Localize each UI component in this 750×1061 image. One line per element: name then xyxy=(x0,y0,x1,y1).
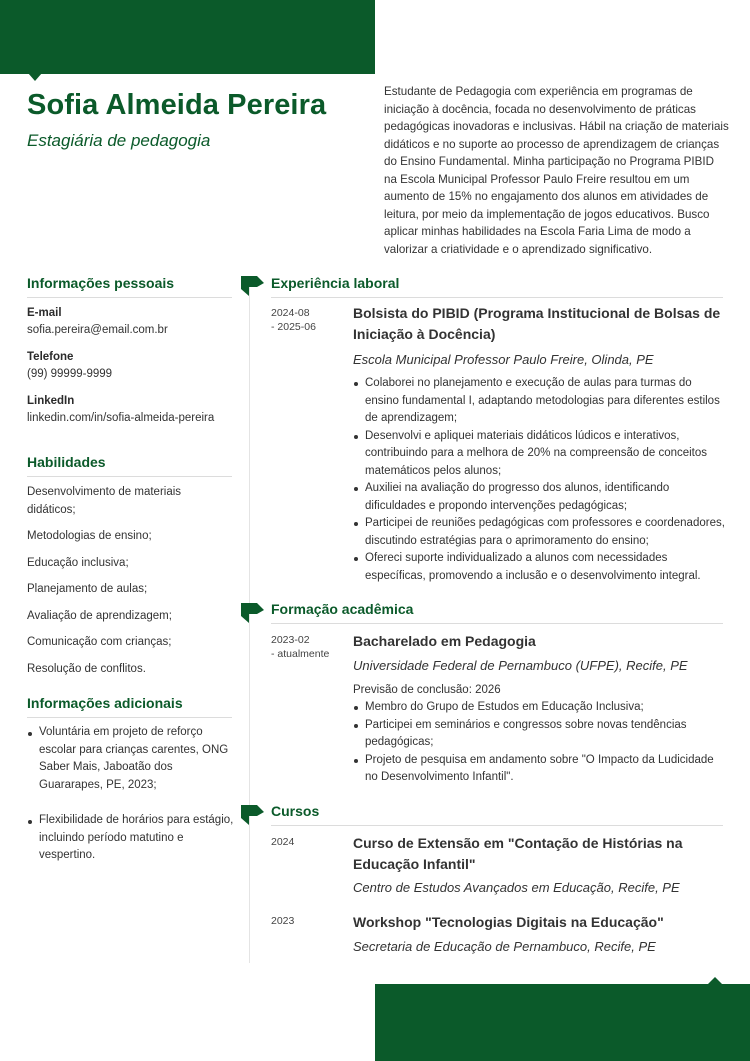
header-accent-bar xyxy=(0,0,375,74)
course-title: Curso de Extensão em "Contação de Histórias na Educação Infantil" xyxy=(353,835,683,872)
experience-bullets xyxy=(353,375,725,585)
list-item: Colaborei no planejamento e execução de aulas para turmas do ensino fundamental I, adaptando metodologias para diferentes estilos de aprendizagem; xyxy=(353,375,725,428)
education-degree: Bacharelado em Pedagogia xyxy=(353,633,536,649)
section-flag-icon xyxy=(241,603,264,623)
course-institution: Centro de Estudos Avançados em Educação, Recife, PE xyxy=(353,880,680,895)
linkedin-link[interactable]: linkedin.com/in/sofia-almeida-pereira xyxy=(27,412,215,424)
courses-heading: Cursos xyxy=(271,803,723,826)
education-institution: Universidade Federal de Pernambuco (UFPE), Recife, PE xyxy=(353,658,688,673)
additional-info-heading: Informações adicionais xyxy=(27,695,232,718)
list-item: Projeto de pesquisa em andamento sobre "O Impacto da Ludicidade no Desenvolvimento Infantil". xyxy=(353,752,725,787)
header-accent-notch xyxy=(28,73,42,81)
column-divider xyxy=(249,283,250,963)
additional-info-item: Flexibilidade de horários para estágio, incluindo período matutino e vespertino. xyxy=(39,814,234,861)
education-bullets xyxy=(353,699,725,787)
footer-accent-notch xyxy=(707,977,723,985)
phone-label: Telefone xyxy=(27,351,74,363)
experience-date-end: - 2025-06 xyxy=(271,321,316,333)
education-date-end: - atualmente xyxy=(271,648,330,660)
candidate-name: Sofia Almeida Pereira xyxy=(27,89,327,121)
list-item: Desenvolvi e apliquei materiais didáticos lúdicos e interativos, contribuindo para a melhora de 20% na compreensão de conceitos matemáticos pelos alunos; xyxy=(353,428,725,481)
email-label: E-mail xyxy=(27,307,62,319)
profile-summary: Estudante de Pedagogia com experiência em programas de iniciação à docência, focada no desenvolvimento de práticas pedagógicas inovadoras e inclusivas. Hábil na criação de materiais didáticos e no suporte ao processo de aprendizagem de crianças do Ensino Fundamental. Minha participação no Programa PIBID na Escola Municipal Professor Paulo Freire resultou em um aumento de 15% no engajamento dos alunos em atividades de leitura, por meio da implementação de jogos educativos. Busco aplicar minhas habilidades na Escola Faria Lima de modo a valorizar a criatividade e o aprendizado significativo. xyxy=(384,85,729,256)
skill-item: Resolução de conflitos. xyxy=(27,663,146,675)
additional-info-item: Voluntária em projeto de reforço escolar para crianças carentes, ONG Saber Mais, Jaboatão dos Guararapes, PE, 2023; xyxy=(39,726,229,791)
skill-item: Comunicação com crianças; xyxy=(27,636,172,648)
skill-item: Planejamento de aulas; xyxy=(27,583,148,595)
education-heading: Formação acadêmica xyxy=(271,601,723,624)
list-item: Participei de reuniões pedagógicas com professores e coordenadores, discutindo estratégias para o aprimoramento do ensino; xyxy=(353,515,725,550)
candidate-role: Estagiária de pedagogia xyxy=(27,131,211,150)
list-item: Ofereci suporte individualizado a alunos com necessidades específicas, promovendo a inclusão e o desenvolvimento integral. xyxy=(353,550,725,585)
list-item: Auxiliei na avaliação do progresso dos alunos, identificando dificuldades e propondo intervenções pedagógicas; xyxy=(353,480,725,515)
email-value[interactable]: sofia.pereira@email.com.br xyxy=(27,324,168,336)
section-flag-icon xyxy=(241,276,264,296)
experience-title: Bolsista do PIBID (Programa Institucional de Bolsas de Iniciação à Docência) xyxy=(353,305,721,342)
skill-item: Educação inclusiva; xyxy=(27,557,129,569)
skill-item: Desenvolvimento de materiais didáticos; xyxy=(27,486,182,516)
skills-heading: Habilidades xyxy=(27,454,232,477)
course-title: Workshop "Tecnologias Digitais na Educação" xyxy=(353,914,664,930)
course-institution: Secretaria de Educação de Pernambuco, Recife, PE xyxy=(353,939,656,954)
section-flag-icon xyxy=(241,805,264,825)
bullet-dot xyxy=(28,820,32,824)
phone-value: (99) 99999-9999 xyxy=(27,368,113,380)
education-date-start: 2023-02 xyxy=(271,634,310,646)
personal-info-heading: Informações pessoais xyxy=(27,275,232,298)
education-completion-note: Previsão de conclusão: 2026 xyxy=(353,684,501,696)
experience-organization: Escola Municipal Professor Paulo Freire, Olinda, PE xyxy=(353,352,654,367)
list-item: Membro do Grupo de Estudos em Educação Inclusiva; xyxy=(353,699,725,717)
bullet-dot xyxy=(28,732,32,736)
experience-date-start: 2024-08 xyxy=(271,307,310,319)
linkedin-label: LinkedIn xyxy=(27,395,75,407)
footer-accent-bar xyxy=(375,984,750,1061)
skill-item: Metodologias de ensino; xyxy=(27,530,152,542)
list-item: Participei em seminários e congressos sobre novas tendências pedagógicas; xyxy=(353,717,725,752)
experience-heading: Experiência laboral xyxy=(271,275,723,298)
course-date: 2024 xyxy=(271,836,295,848)
skill-item: Avaliação de aprendizagem; xyxy=(27,610,172,622)
course-date: 2023 xyxy=(271,915,295,927)
